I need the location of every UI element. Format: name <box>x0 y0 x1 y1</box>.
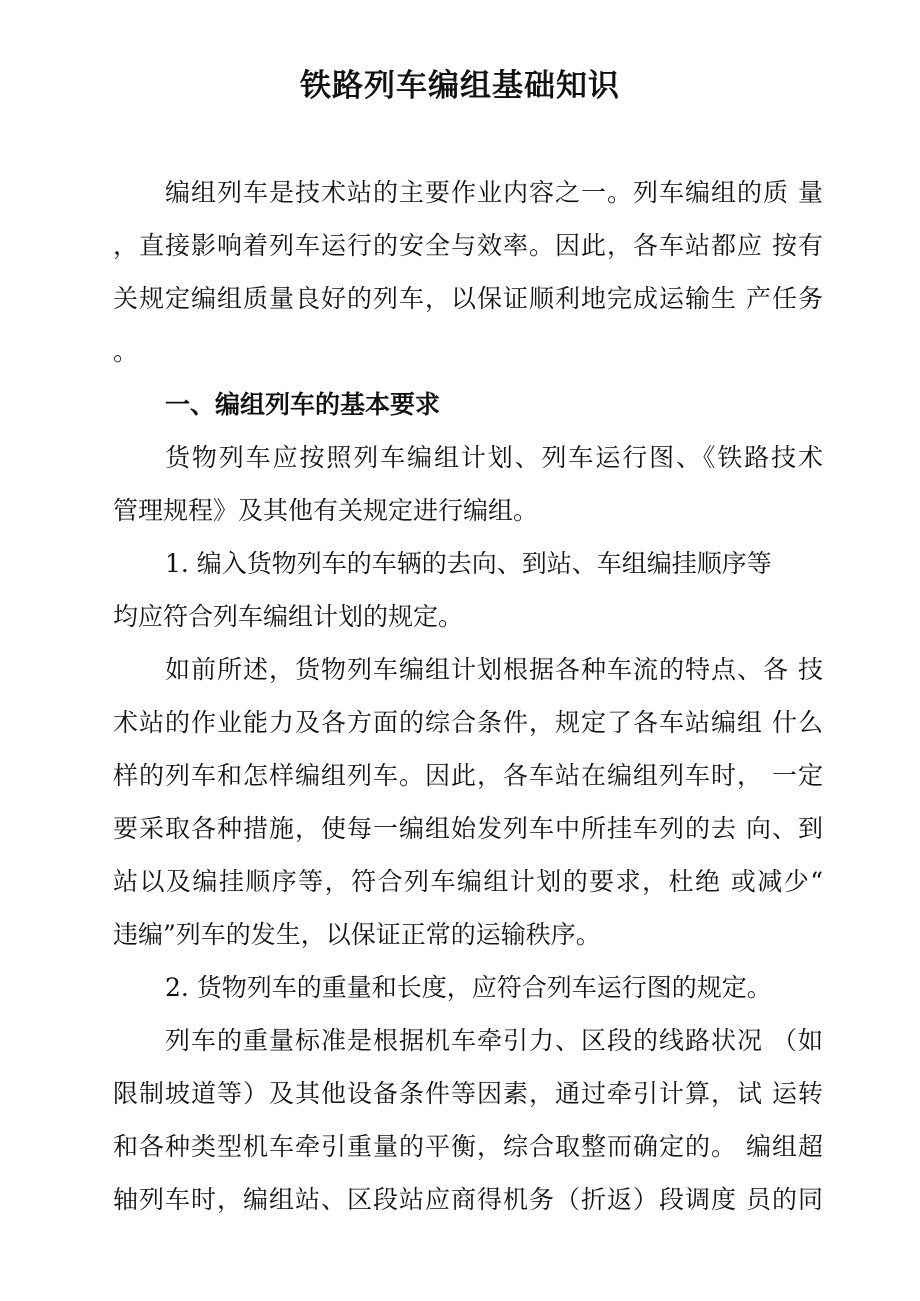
paragraph-line: 。 <box>113 337 139 366</box>
paragraph-line: 和各种类型机车牵引重量的平衡，综合取整而确定的。 编组超 <box>113 1132 823 1161</box>
section-heading: 一、编组列车的基本要求 <box>165 390 441 419</box>
paragraph-line: 术站的作业能力及各方面的综合条件，规定了各车站编组 什么 <box>113 708 823 737</box>
list-item-line: 1. 编入货物列车的车辆的去向、到站、车组编挂顺序等 <box>165 549 772 578</box>
list-item-line: 均应符合列车编组计划的规定。 <box>113 602 464 631</box>
document-body <box>113 166 823 1226</box>
paragraph-line: ，直接影响着列车运行的安全与效率。因此，各车站都应 按有 <box>113 231 823 260</box>
paragraph-line: 轴列车时，编组站、区段站应商得机务（折返）段调度 员的同 <box>113 1185 823 1214</box>
paragraph-line: 要采取各种措施，使每一编组始发列车中所挂车列的去 向、到 <box>113 814 823 843</box>
paragraph-line: 编组列车是技术站的主要作业内容之一。列车编组的质 量 <box>165 178 823 207</box>
paragraph-line: 违编”列车的发生，以保证正常的运输秩序。 <box>113 920 601 949</box>
paragraph-line: 货物列车应按照列车编组计划、列车运行图、《铁路技术 <box>165 443 823 472</box>
list-item-line: 2. 货物列车的重量和长度，应符合列车运行图的规定。 <box>165 973 772 1002</box>
paragraph-line: 管理规程》及其他有关规定进行编组。 <box>113 496 539 525</box>
paragraph-line: 样的列车和怎样编组列车。因此，各车站在编组列车时， 一定 <box>113 761 823 790</box>
paragraph-line: 站以及编挂顺序等，符合列车编组计划的要求，杜绝 或减少“ <box>113 867 823 896</box>
paragraph-line: 列车的重量标准是根据机车牵引力、区段的线路状况 （如 <box>165 1026 823 1055</box>
document-title: 铁路列车编组基础知识 <box>300 68 620 104</box>
paragraph-line: 限制坡道等）及其他设备条件等因素，通过牵引计算，试 运转 <box>113 1079 823 1108</box>
paragraph-line: 如前所述，货物列车编组计划根据各种车流的特点、各 技 <box>165 655 823 684</box>
paragraph-line: 关规定编组质量良好的列车，以保证顺利地完成运输生 产任务 <box>113 284 823 313</box>
